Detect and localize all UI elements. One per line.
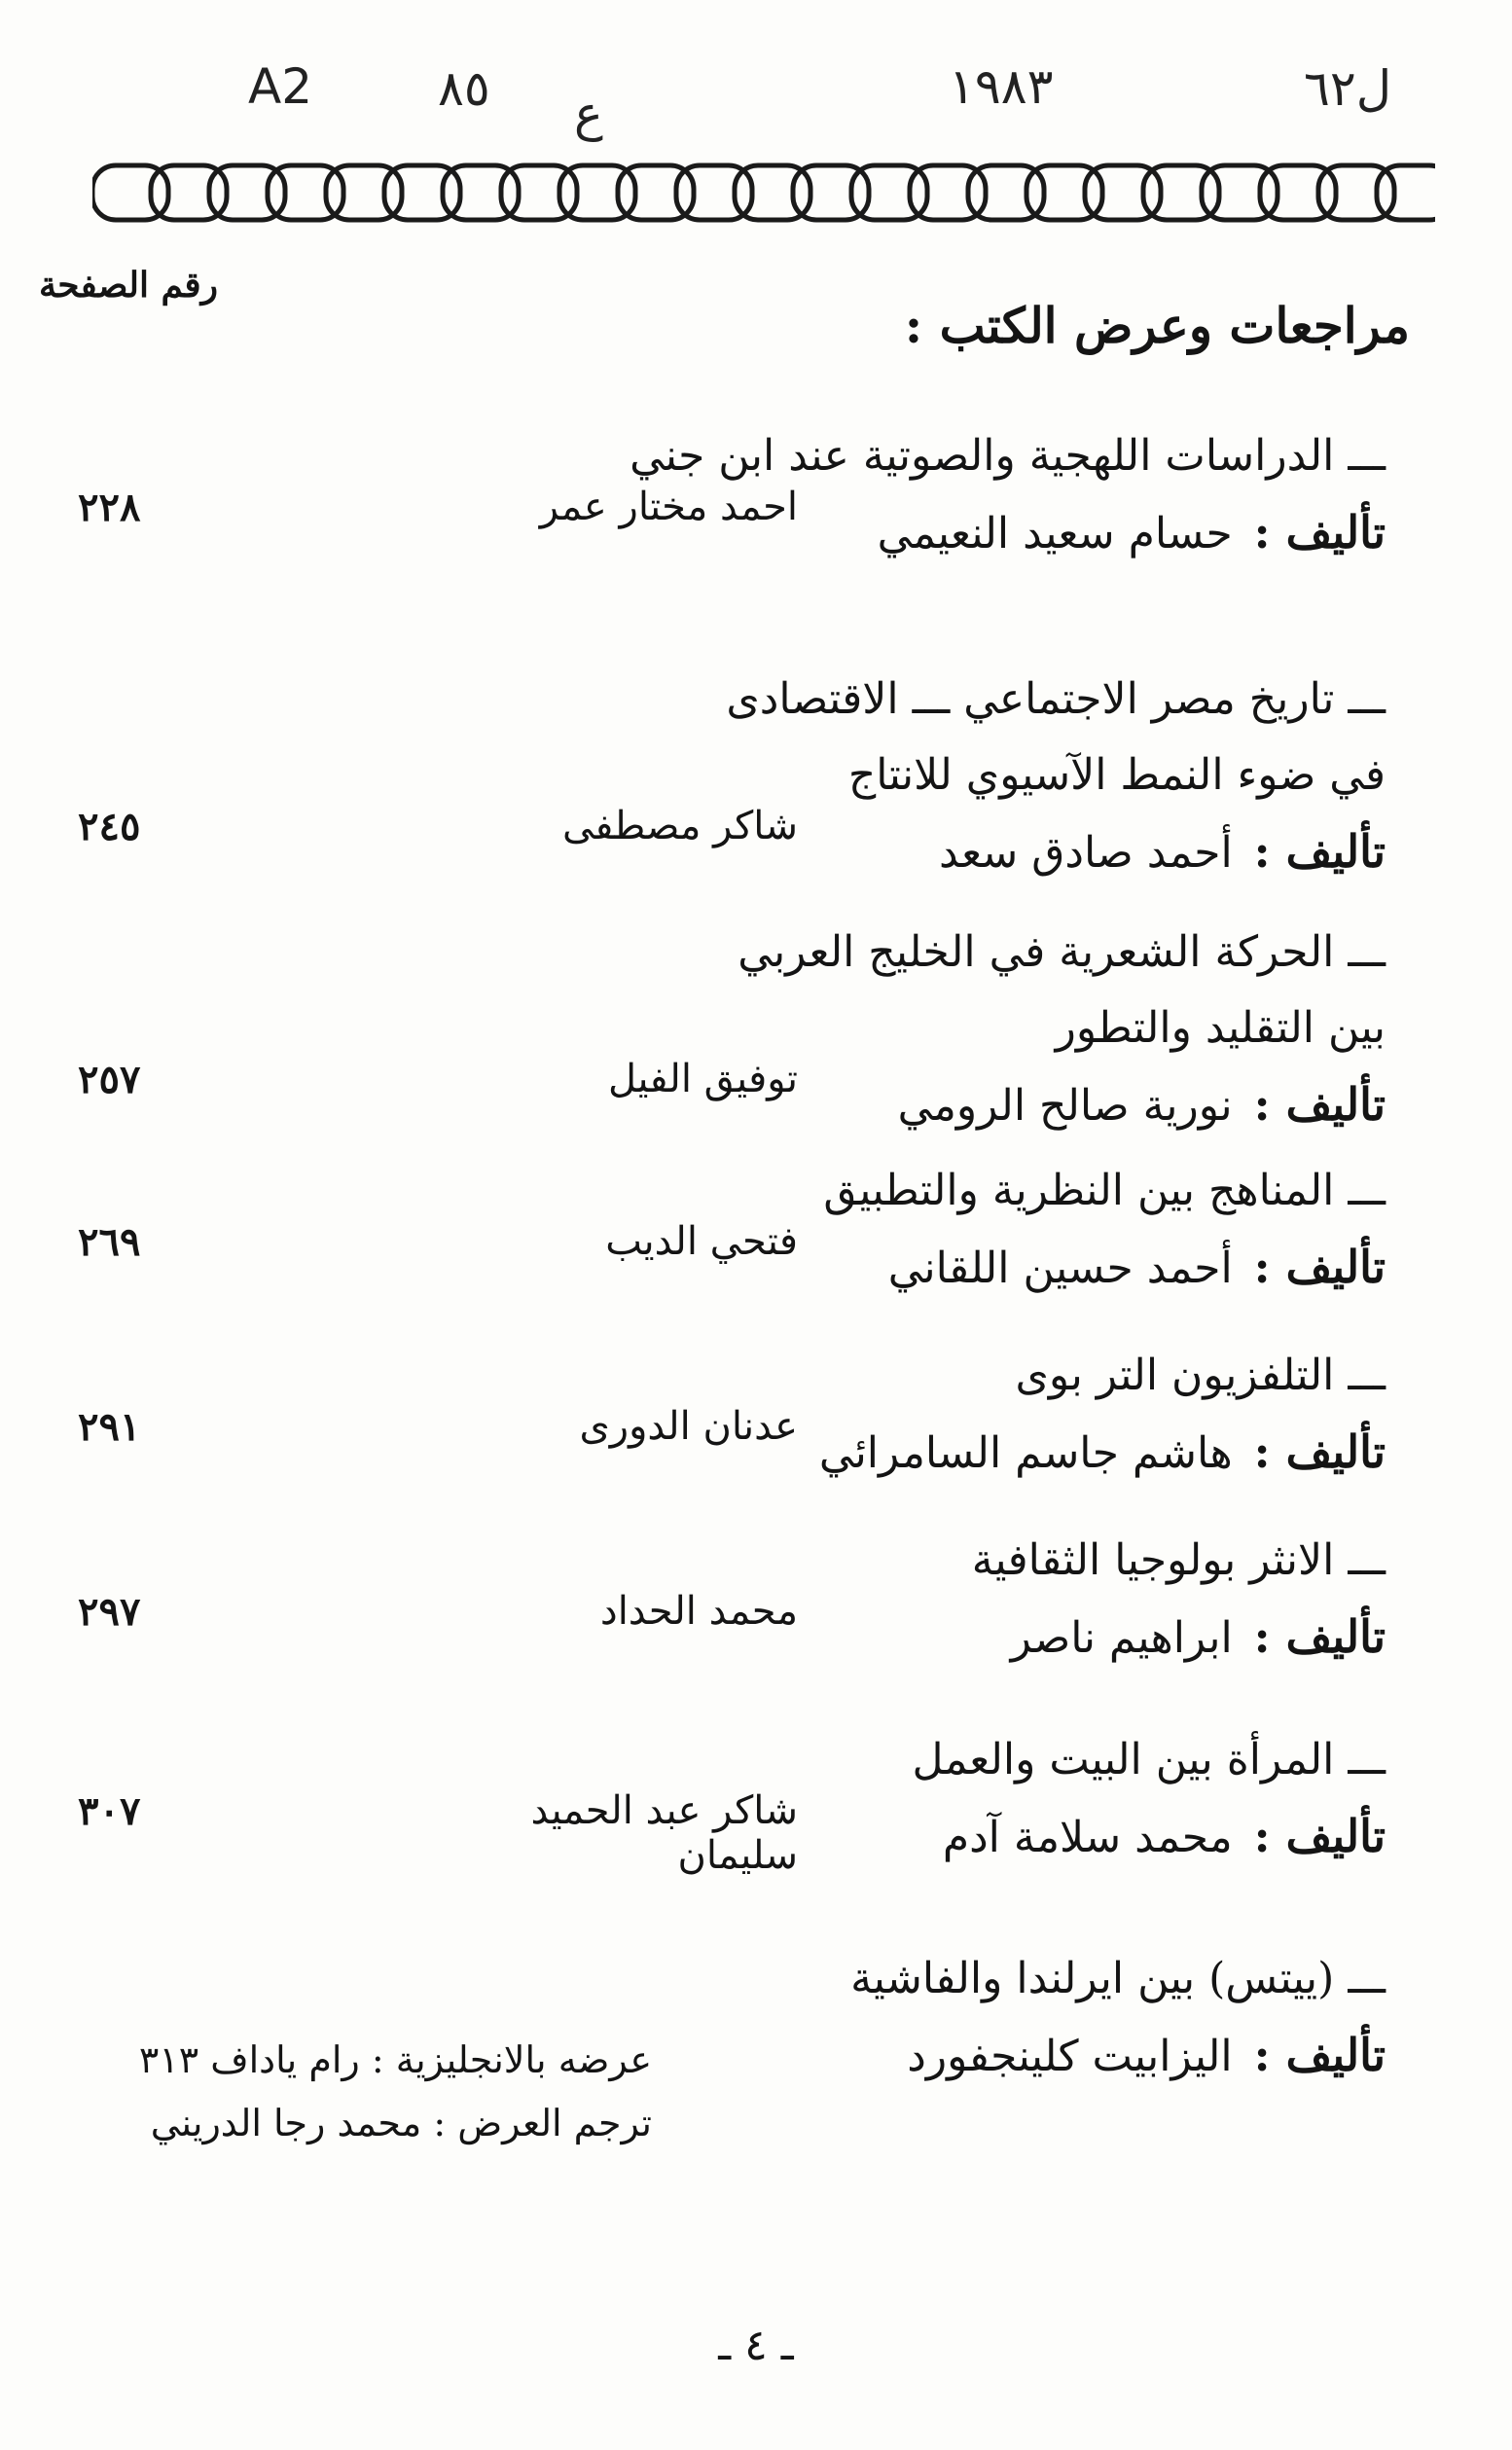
page-footer-number: ـ ٤ ـ [718, 2321, 794, 2370]
handwritten-note-ain: ع [574, 86, 603, 142]
review-translated-line: ترجم العرض : محمد رجا الدريني [150, 2102, 652, 2144]
handwritten-code: ل٦٢ [1304, 60, 1392, 117]
entry-page-number: ٢٩١ [78, 1404, 141, 1450]
entry-reviewer: محمد الحداد [599, 1589, 798, 1634]
author-label: تأليف : [1253, 1241, 1386, 1293]
entry-title-line: ـــ تاريخ مصر الاجتماعي ـــ الاقتصادى [23, 662, 1386, 738]
handwritten-year: ١٩٨٣ [949, 58, 1054, 115]
entry-author: أحمد صادق سعد [939, 828, 1233, 878]
entry-author: ابراهيم ناصر [1010, 1613, 1233, 1663]
author-label: تأليف : [1253, 1610, 1386, 1663]
section-title: مراجعات وعرض الكتب : [904, 297, 1410, 354]
entry-title-line: بين التقليد والتطور [1055, 1003, 1386, 1053]
entry-reviewer: عدنان الدورى [579, 1404, 798, 1449]
entry-reviewer: فتحي الديب [605, 1219, 798, 1264]
entry-title-line: في ضوء النمط الآسيوي للانتاج [847, 750, 1386, 800]
entry-author: محمد سلامة آدم [942, 1813, 1233, 1862]
entry-page-number: ٢٦٩ [78, 1219, 141, 1265]
author-label: تأليف : [1253, 1425, 1386, 1478]
entry-title-line: ـــ (ييتس) بين ايرلندا والفاشية [23, 1941, 1386, 2017]
entry-author: أحمد حسين اللقاني [887, 1243, 1233, 1293]
entry-reviewer: شاكر مصطفى [561, 804, 798, 848]
entry-author: نورية صالح الرومي [897, 1081, 1233, 1131]
author-label: تأليف : [1253, 506, 1386, 558]
entry-page-number: ٢٤٥ [78, 804, 141, 849]
chain-border-ornament [92, 154, 1435, 241]
entry-title-line: ـــ المرأة بين البيت والعمل [23, 1722, 1386, 1798]
entry-title-line: ـــ التلفزيون التر بوى [23, 1338, 1386, 1414]
entry-title-line: ـــ الدراسات اللهجية والصوتية عند ابن جني [23, 418, 1386, 494]
entry-page-number: ٢٥٧ [78, 1057, 141, 1102]
entry-title-line: ـــ المناهج بين النظرية والتطبيق [23, 1153, 1386, 1229]
entry-page-number: ٢٢٨ [78, 485, 141, 530]
entry-title-line: ـــ الحركة الشعرية في الخليج العربي [23, 915, 1386, 991]
author-label: تأليف : [1253, 1078, 1386, 1131]
review-presented-line: عرضه بالانجليزية : رام ياداف ٣١٣ [138, 2038, 652, 2081]
author-label: تأليف : [1253, 825, 1386, 878]
handwritten-note-85: ٨٥ [438, 60, 490, 117]
page-number-column-header: رقم الصفحة [39, 265, 219, 306]
entry-author: حسام سعيد النعيمي [877, 509, 1233, 558]
entry-reviewer: احمد مختار عمر [539, 485, 798, 529]
entry-reviewer: شاكر عبد الحميد سليمان [530, 1788, 798, 1878]
entry-page-number: ٢٩٧ [78, 1589, 141, 1635]
entry-title-line: ـــ الانثر بولوجيا الثقافية [23, 1523, 1386, 1599]
entry-page-number: ٣٠٧ [78, 1788, 141, 1834]
author-label: تأليف : [1253, 2029, 1386, 2081]
author-label: تأليف : [1253, 1810, 1386, 1862]
entry-author: هاشم جاسم السامرائي [818, 1428, 1233, 1478]
handwritten-note-a2: A2 [248, 58, 313, 115]
chain-link [1377, 165, 1435, 220]
entry-author: اليزابيت كلينجفورد [907, 2032, 1233, 2081]
entry [23, 915, 1386, 1142]
entry [23, 662, 1386, 889]
entry-reviewer: توفيق الفيل [608, 1057, 798, 1101]
